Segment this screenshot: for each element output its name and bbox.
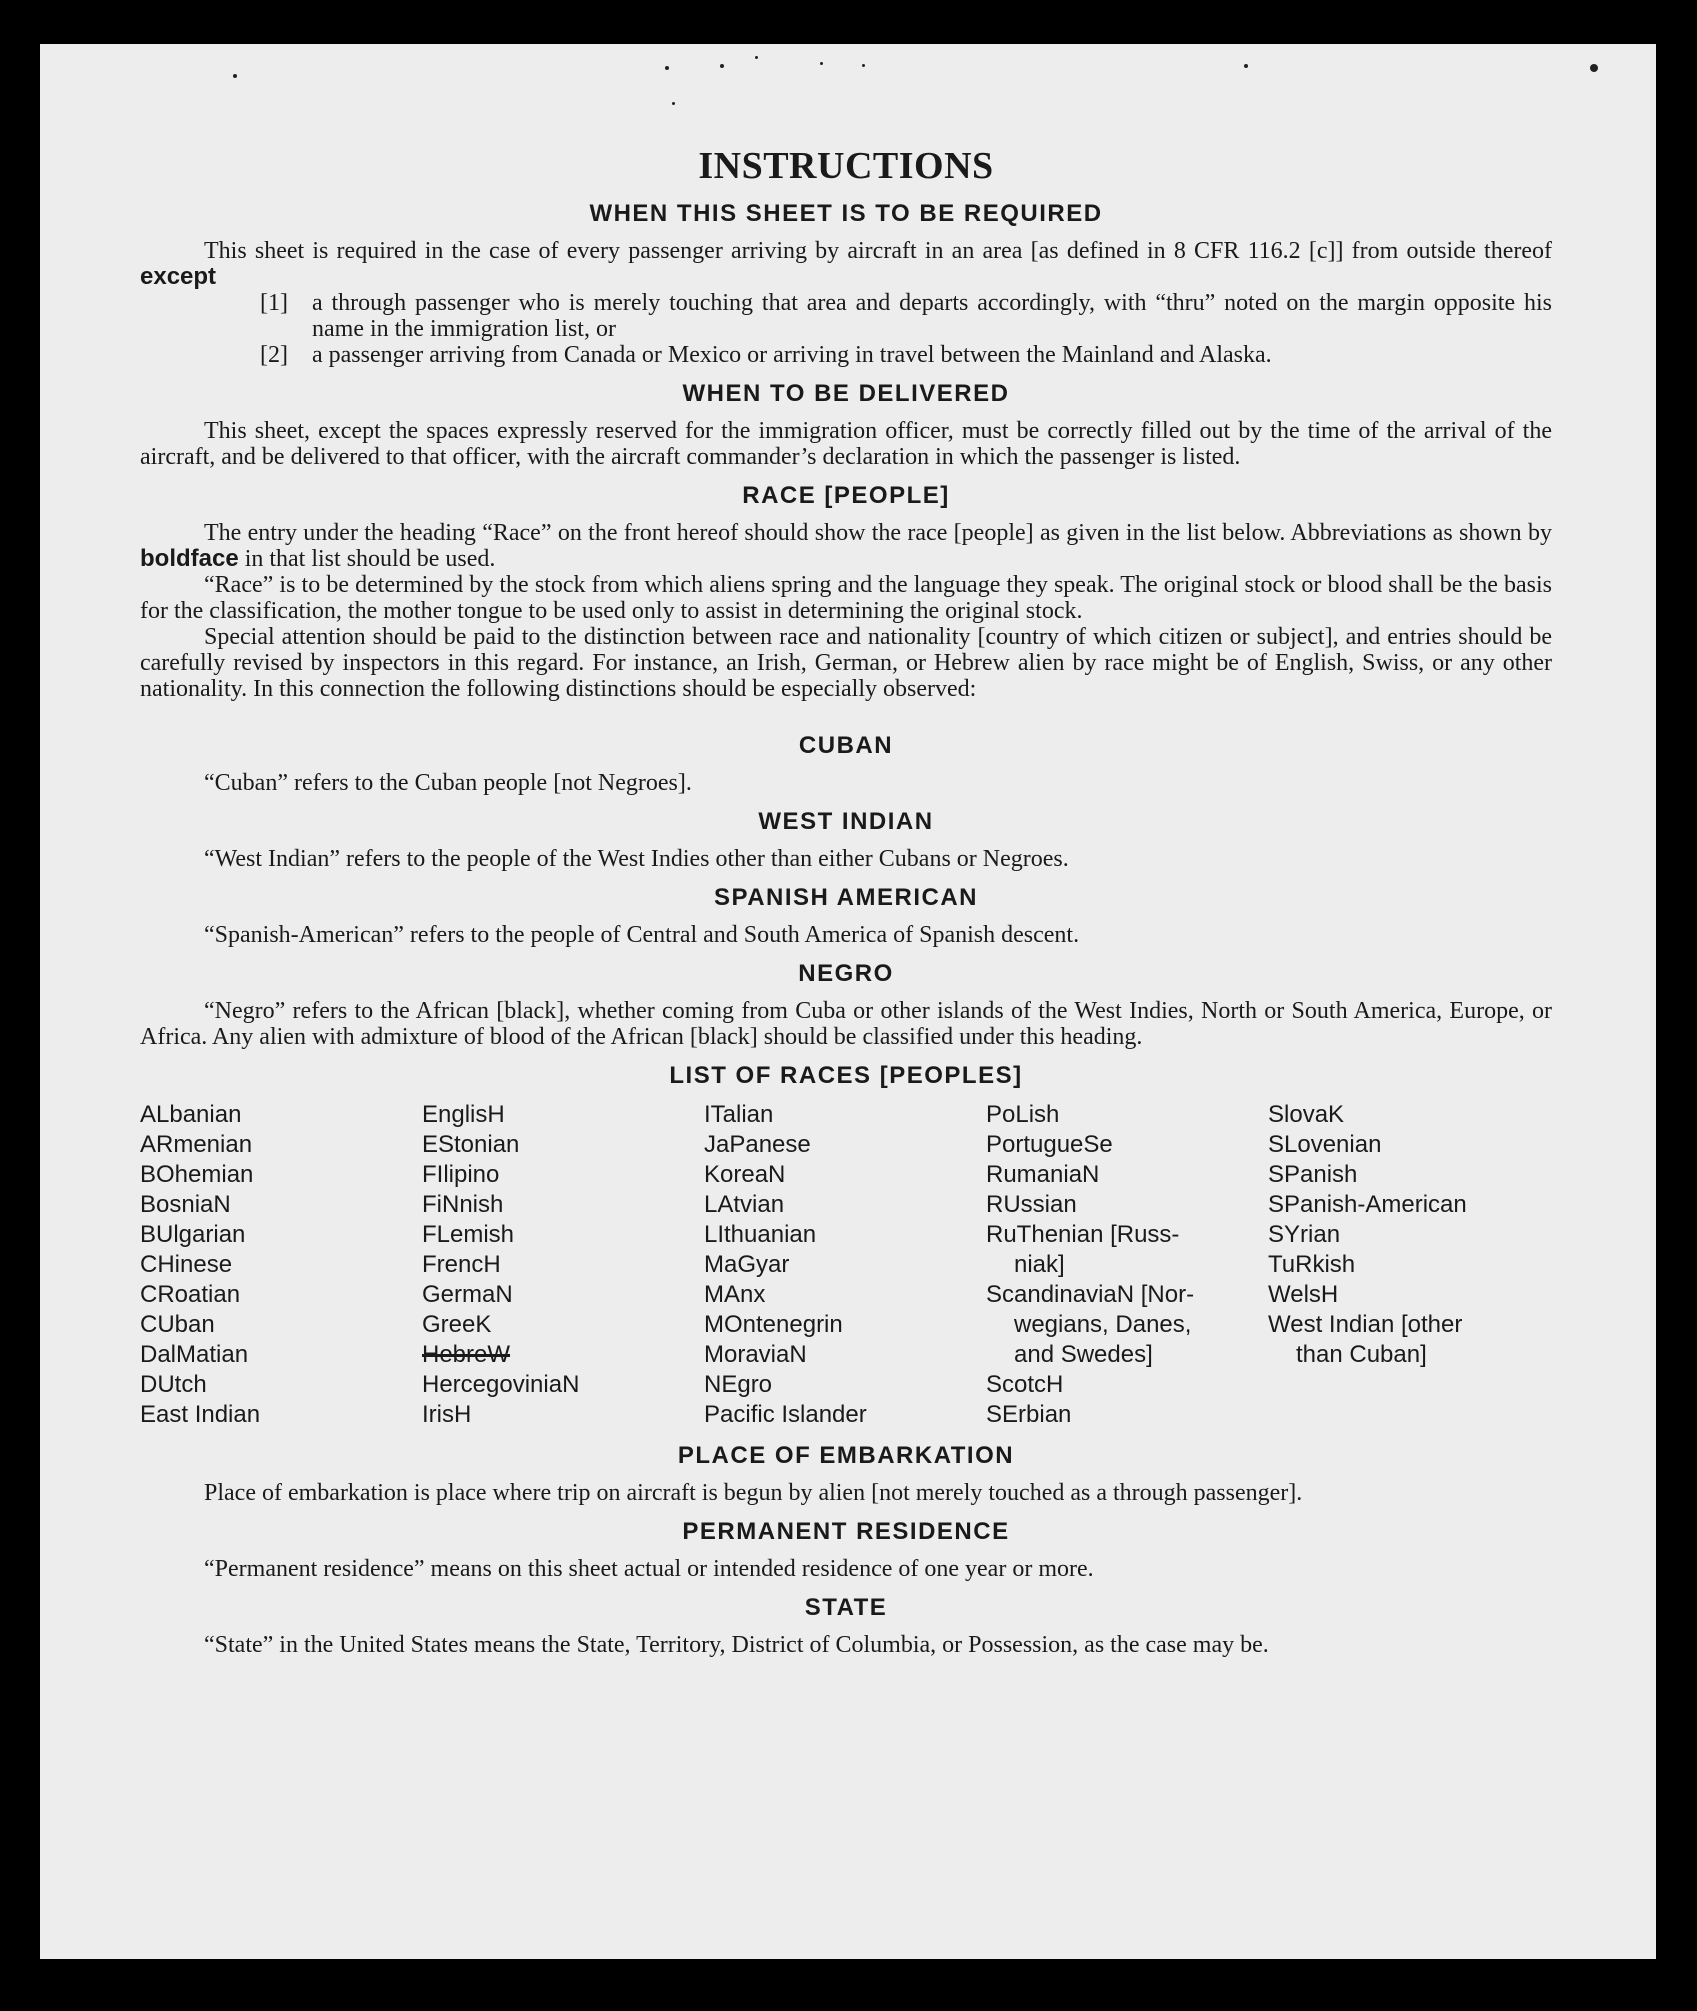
document-sheet <box>40 44 1656 1959</box>
paragraph-embarkation: Place of embarkation is place where trip on aircraft is begun by alien [not merely touched as a through passenger]. <box>204 1480 1303 1506</box>
race-entry: niak] <box>1014 1251 1065 1278</box>
race-entry: LIthuanian <box>704 1221 817 1248</box>
race-entry: PoLish <box>986 1101 1060 1128</box>
race-entry: ALbanian <box>140 1101 242 1128</box>
document-content <box>140 144 1552 1658</box>
race-entry: ScotcH <box>986 1371 1064 1398</box>
item-number: [2] <box>260 342 288 368</box>
paragraph-west-indian: “West Indian” refers to the people of the West Indies other than either Cubans or Negroes. <box>204 846 1069 872</box>
heading-state: STATE <box>804 1594 888 1621</box>
race-text-c: in that list should be used. <box>244 546 496 572</box>
race-entry: SlovaK <box>1268 1101 1345 1128</box>
speck <box>665 66 669 70</box>
race-entry: CHinese <box>140 1251 233 1278</box>
race-entry: MAnx <box>704 1281 766 1308</box>
speck <box>672 102 675 105</box>
race-entry: CUban <box>140 1311 215 1338</box>
race-entry: than Cuban] <box>1296 1341 1427 1368</box>
item-number: [1] <box>260 290 288 316</box>
heading-negro: NEGRO <box>798 960 894 987</box>
race-entry: GermaN <box>422 1281 513 1308</box>
race-entry: RUssian <box>986 1191 1077 1218</box>
race-entry: SYrian <box>1268 1221 1341 1248</box>
race-entry: FIlipino <box>422 1161 500 1188</box>
race-entry: DalMatian <box>140 1341 249 1368</box>
race-entry: SPanish-American <box>1268 1191 1467 1218</box>
race-column-5 <box>1268 1100 1550 1430</box>
item-text: a through passenger who is merely touching that area and departs accordingly, with “thru” noted on the margin opposite his name in the immigration list, or <box>312 290 1552 342</box>
race-entry: JaPanese <box>704 1131 811 1158</box>
speck <box>755 56 758 59</box>
heading-spanish-american: SPANISH AMERICAN <box>713 884 978 911</box>
race-entry: FLemish <box>422 1221 515 1248</box>
paragraph-race-1 <box>140 520 1552 572</box>
race-entry: HercegoviniaN <box>422 1371 580 1398</box>
race-entry: ARmenian <box>140 1131 253 1158</box>
heading-west-indian: WEST INDIAN <box>758 808 934 835</box>
race-entry: EnglisH <box>422 1101 505 1128</box>
race-column-2 <box>422 1100 704 1430</box>
item-text: a passenger arriving from Canada or Mexico or arriving in travel between the Mainland and Alaska. <box>312 342 1272 368</box>
race-entry: RuThenian [Russ- <box>986 1221 1180 1248</box>
paragraph-race-3: Special attention should be paid to the distinction between race and nationality [country of which citizen or subject], and entries should be carefully revised by inspectors in this regard. For instance, an Irish, German, or Hebrew alien by race might be of English, Swiss, or any other nationality. In this connection the following distinctions should be especially observed: <box>140 624 1552 702</box>
race-text-a: The entry under the heading “Race” on the front hereof should show the race [people] as given in the list below. Abbreviations as shown by <box>204 520 1552 546</box>
intro-text: This sheet is required in the case of every passenger arriving by aircraft in an area [as defined in 8 CFR 116.2 [c]] from outside thereof <box>204 238 1552 264</box>
race-entry: EStonian <box>422 1131 520 1158</box>
race-column-1 <box>140 1100 422 1430</box>
heading-cuban: CUBAN <box>798 732 894 759</box>
race-entry: BOhemian <box>140 1161 254 1188</box>
heading-embarkation: PLACE OF EMBARKATION <box>677 1442 1015 1469</box>
race-entry: DUtch <box>140 1371 207 1398</box>
paragraph-race-2: “Race” is to be determined by the stock from which aliens spring and the language they speak. The original stock or blood shall be the basis for the classification, the mother tongue to be used only to assist in determining the original stock. <box>140 572 1552 624</box>
race-entry: MaGyar <box>704 1251 790 1278</box>
race-column-3 <box>704 1100 986 1430</box>
speck <box>862 64 865 67</box>
paragraph-when-delivered: This sheet, except the spaces expressly reserved for the immigration officer, must be correctly filled out by the time of the arrival of the aircraft, and be delivered to that officer, with the aircraft commander’s declaration in which the passenger is listed. <box>140 418 1552 470</box>
paragraph-state: “State” in the United States means the State, Territory, District of Columbia, or Possession, as the case may be. <box>204 1632 1269 1658</box>
race-entry: SLovenian <box>1268 1131 1382 1158</box>
speck <box>820 62 823 65</box>
race-entry: BUlgarian <box>140 1221 246 1248</box>
speck <box>720 64 724 68</box>
paragraph-permanent-residence: “Permanent residence” means on this sheet actual or intended residence of one year or more. <box>204 1556 1094 1582</box>
race-entry: ITalian <box>704 1101 774 1128</box>
race-entry: wegians, Danes, <box>1014 1311 1192 1338</box>
race-entry: MOntenegrin <box>704 1311 843 1338</box>
race-entry: BosniaN <box>140 1191 231 1218</box>
speck <box>1590 64 1598 72</box>
heading-permanent-residence: PERMANENT RESIDENCE <box>682 1518 1010 1545</box>
document-title: INSTRUCTIONS <box>698 145 994 187</box>
race-entry: West Indian [other <box>1268 1311 1463 1338</box>
speck <box>1244 64 1248 68</box>
race-entry: Pacific Islander <box>704 1401 867 1428</box>
heading-when-required: WHEN THIS SHEET IS TO BE REQUIRED <box>589 200 1103 227</box>
paragraph-spanish-american: “Spanish-American” refers to the people of Central and South America of Spanish descent. <box>204 922 1080 948</box>
heading-when-delivered: WHEN TO BE DELIVERED <box>682 380 1010 407</box>
race-list <box>140 1100 1552 1430</box>
race-entry: HebreW <box>422 1341 511 1368</box>
race-entry: SPanish <box>1268 1161 1358 1188</box>
race-entry: KoreaN <box>704 1161 786 1188</box>
race-entry: RumaniaN <box>986 1161 1100 1188</box>
race-entry: WelsH <box>1268 1281 1339 1308</box>
race-entry: TuRkish <box>1268 1251 1356 1278</box>
race-entry: MoraviaN <box>704 1341 807 1368</box>
race-entry: FrencH <box>422 1251 501 1278</box>
paragraph-negro: “Negro” refers to the African [black], whether coming from Cuba or other islands of the West Indies, North or South America, Europe, or Africa. Any alien with admixture of blood of the African [black] should be classified under this heading. <box>140 998 1552 1050</box>
heading-race: RACE [PEOPLE] <box>742 482 950 509</box>
heading-list-of-races: LIST OF RACES [PEOPLES] <box>669 1062 1023 1089</box>
boldface-word: boldface <box>140 545 239 572</box>
exception-item-1 <box>260 290 1552 342</box>
exception-item-2 <box>260 342 1552 368</box>
race-entry: and Swedes] <box>1014 1341 1153 1368</box>
race-entry: LAtvian <box>704 1191 785 1218</box>
paragraph-cuban: “Cuban” refers to the Cuban people [not Negroes]. <box>204 770 692 796</box>
race-entry: ScandinaviaN [Nor- <box>986 1281 1195 1308</box>
race-entry: SErbian <box>986 1401 1072 1428</box>
race-entry: IrisH <box>422 1401 472 1428</box>
paragraph-when-required <box>140 238 1552 290</box>
race-entry: CRoatian <box>140 1281 241 1308</box>
race-entry: PortugueSe <box>986 1131 1113 1158</box>
race-entry: NEgro <box>704 1371 773 1398</box>
except-word: except <box>140 263 217 290</box>
race-column-4 <box>986 1100 1268 1430</box>
race-entry: GreeK <box>422 1311 492 1338</box>
speck <box>233 74 237 78</box>
race-entry: East Indian <box>140 1401 261 1428</box>
race-entry: FiNnish <box>422 1191 504 1218</box>
